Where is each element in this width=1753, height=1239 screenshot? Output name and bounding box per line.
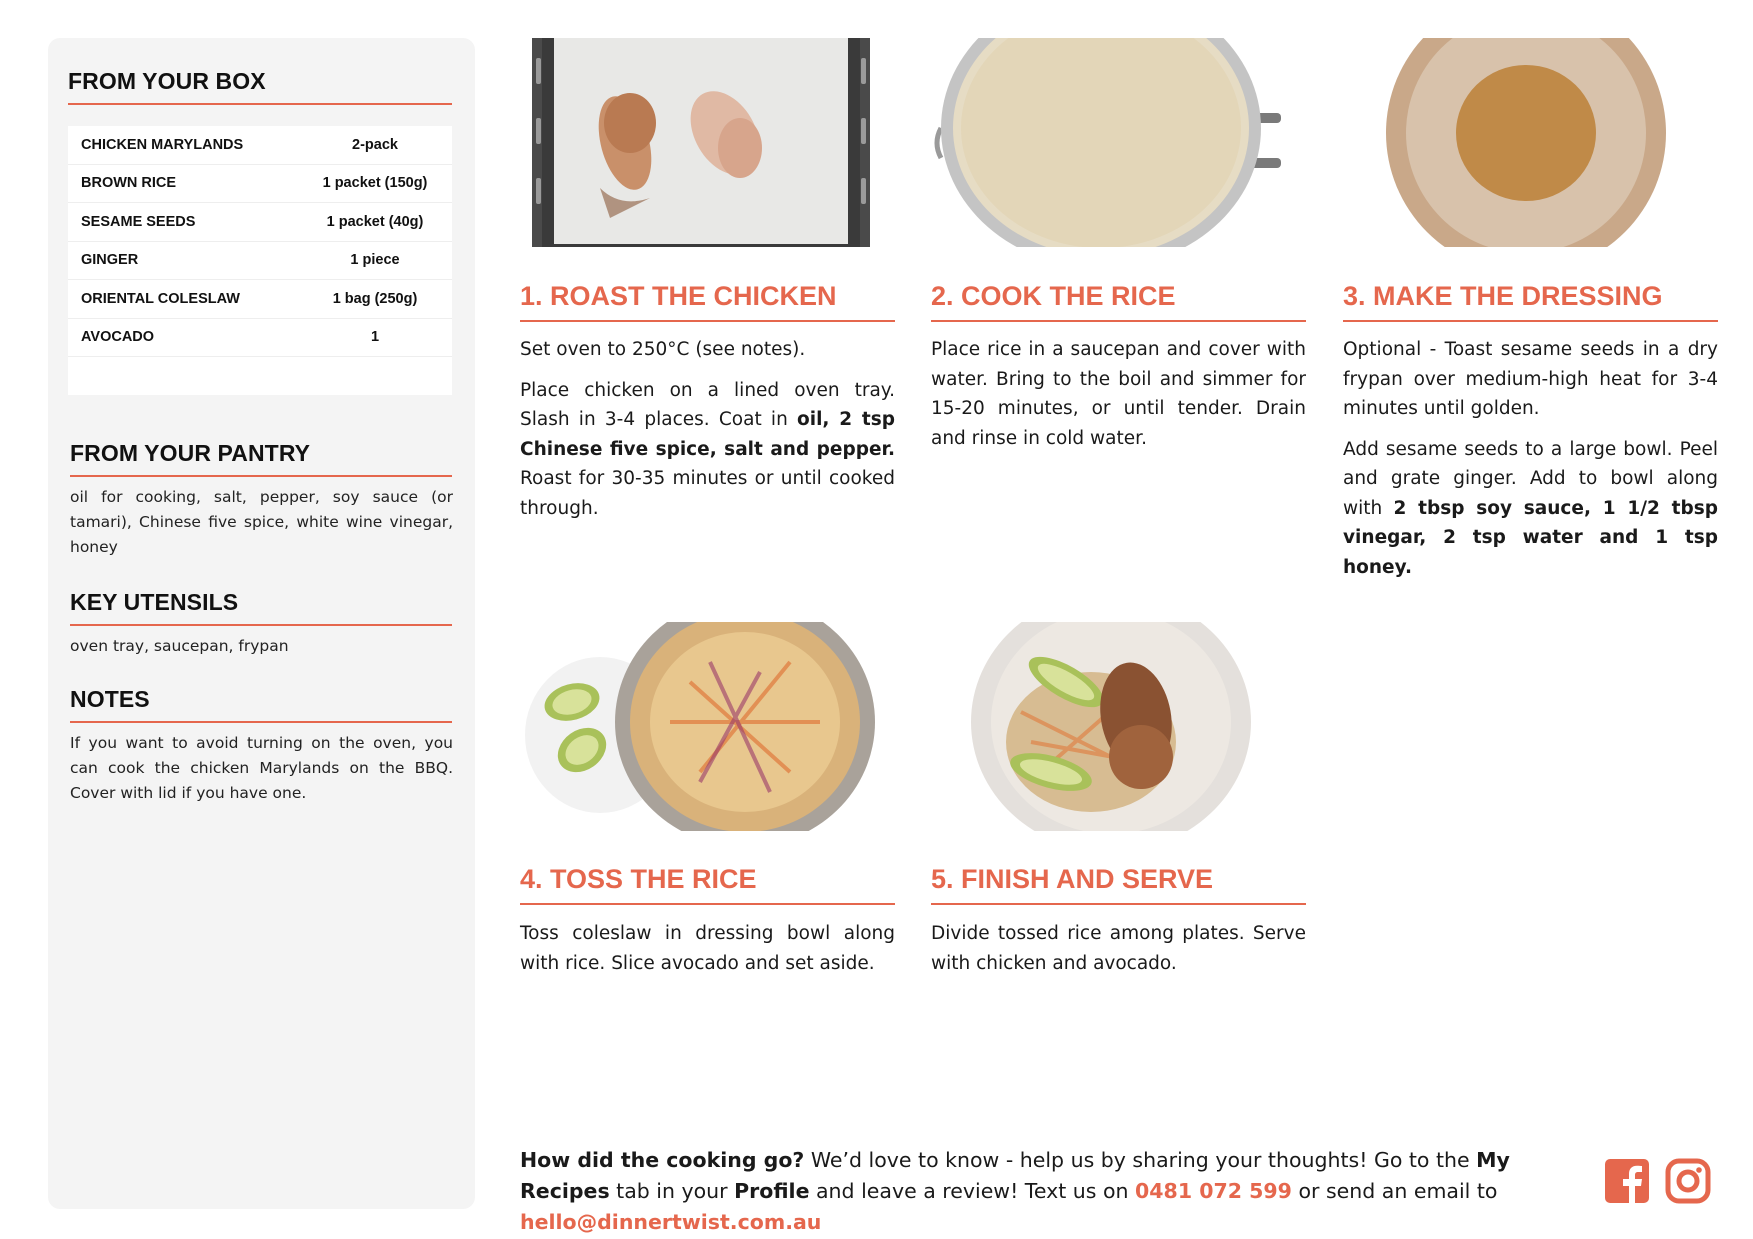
step-3-image [1343, 38, 1718, 247]
ingredient-row [68, 126, 452, 165]
ingredient-name: SESAME SEEDS [81, 213, 196, 230]
step-4-image [520, 622, 895, 831]
ingredient-qty: 1 piece [350, 252, 400, 269]
step-5-body [931, 919, 1306, 989]
ingredient-row [68, 203, 452, 242]
step-1-paragraph: Set oven to 250°C (see notes). [520, 339, 806, 360]
ingredient-qty: 1 [370, 329, 380, 346]
ingredients-table [68, 126, 452, 395]
step-4-title: 4. TOSS THE RICE [520, 864, 895, 905]
phone-link[interactable]: 0481 072 599 [1135, 1179, 1292, 1203]
step-2-body [931, 335, 1306, 464]
ingredient-row [68, 280, 452, 319]
step-1-body [520, 335, 895, 534]
utensils-text: oven tray, saucepan, frypan [70, 637, 289, 655]
footer-text-4: or send an email to [1291, 1179, 1498, 1203]
step-2-paragraph: Place rice in a saucepan and cover with water. Bring to the boil and simmer for 15-20 minutes, or until tender. Drain and rinse in cold water. [931, 339, 1306, 449]
my-recipes-link[interactable]: My Recipes [520, 1148, 1510, 1203]
step-5-title: 5. FINISH AND SERVE [931, 864, 1306, 905]
step-3-paragraph: Optional - Toast sesame seeds in a dry frypan over medium-high heat for 3-4 minutes until golden. [1343, 339, 1718, 419]
step-1-text: Place chicken on a lined oven tray. Slash in 3-4 places. Coat in [520, 379, 895, 430]
ingredient-name: CHICKEN MARYLANDS [81, 136, 244, 153]
utensils-heading: KEY UTENSILS [70, 589, 452, 626]
step-5-image [931, 622, 1306, 831]
step-1-image [520, 38, 895, 247]
ingredients-sidebar [48, 38, 475, 1209]
ingredient-name: ORIENTAL COLESLAW [81, 290, 240, 307]
step-4-paragraph: Toss coleslaw in dressing bowl along with rice. Slice avocado and set aside. [520, 923, 895, 974]
step-3-body [1343, 335, 1718, 593]
footer-question: How did the cooking go? [520, 1148, 805, 1172]
ingredient-name: AVOCADO [81, 329, 155, 346]
step-3-bold-text: 2 tbsp soy sauce, 1 1/2 tbsp vinegar, 2 tsp water and 1 tsp honey. [1343, 497, 1718, 578]
table-spacer [68, 357, 452, 395]
ingredient-name: GINGER [81, 252, 139, 269]
step-3-paragraph-2 [1343, 435, 1718, 583]
facebook-icon[interactable] [1604, 1158, 1650, 1204]
ingredient-row [68, 319, 452, 358]
ingredient-qty: 2-pack [352, 136, 398, 153]
step-1-title: 1. ROAST THE CHICKEN [520, 281, 895, 322]
ingredient-qty: 1 packet (150g) [322, 175, 428, 192]
step-1-bold-text: oil, 2 tsp Chinese five spice, salt and pepper. [520, 409, 895, 460]
footer-text-2: tab in your [609, 1179, 735, 1203]
ingredient-qty: 1 packet (40g) [326, 213, 424, 230]
step-5-paragraph: Divide tossed rice among plates. Serve with chicken and avocado. [931, 923, 1306, 974]
step-3-text: Add sesame seeds to a large bowl. Peel and grate ginger. Add to bowl along with [1343, 438, 1718, 519]
footer-text-3: and leave a review! Text us on [809, 1179, 1136, 1203]
ingredient-qty: 1 bag (250g) [332, 290, 418, 307]
pantry-text: oil for cooking, salt, pepper, soy sauce (or tamari), Chinese five spice, white wine vinegar, honey [70, 488, 453, 556]
step-1-text-end: Roast for 30-35 minutes or until cooked through. [520, 468, 895, 519]
notes-text: If you want to avoid turning on the oven, you can cook the chicken Marylands on the BBQ. Cover with lid if you have one. [70, 734, 453, 802]
step-1-paragraph-2 [520, 376, 895, 524]
pantry-heading: FROM YOUR PANTRY [70, 440, 452, 477]
profile-link[interactable]: Profile [734, 1179, 810, 1203]
email-link[interactable]: hello@dinnertwist.com.au [520, 1210, 822, 1234]
ingredient-row [68, 165, 452, 204]
ingredient-name: BROWN RICE [81, 175, 177, 192]
instagram-icon[interactable] [1665, 1158, 1711, 1204]
ingredient-row [68, 242, 452, 281]
step-2-title: 2. COOK THE RICE [931, 281, 1306, 322]
step-4-body [520, 919, 895, 989]
feedback-footer [520, 1145, 1580, 1238]
footer-text-1: We’d love to know - help us by sharing your thoughts! Go to the [804, 1148, 1477, 1172]
notes-heading: NOTES [70, 686, 452, 723]
step-3-title: 3. MAKE THE DRESSING [1343, 281, 1718, 322]
from-your-box-heading: FROM YOUR BOX [68, 68, 452, 105]
step-2-image [931, 38, 1306, 247]
